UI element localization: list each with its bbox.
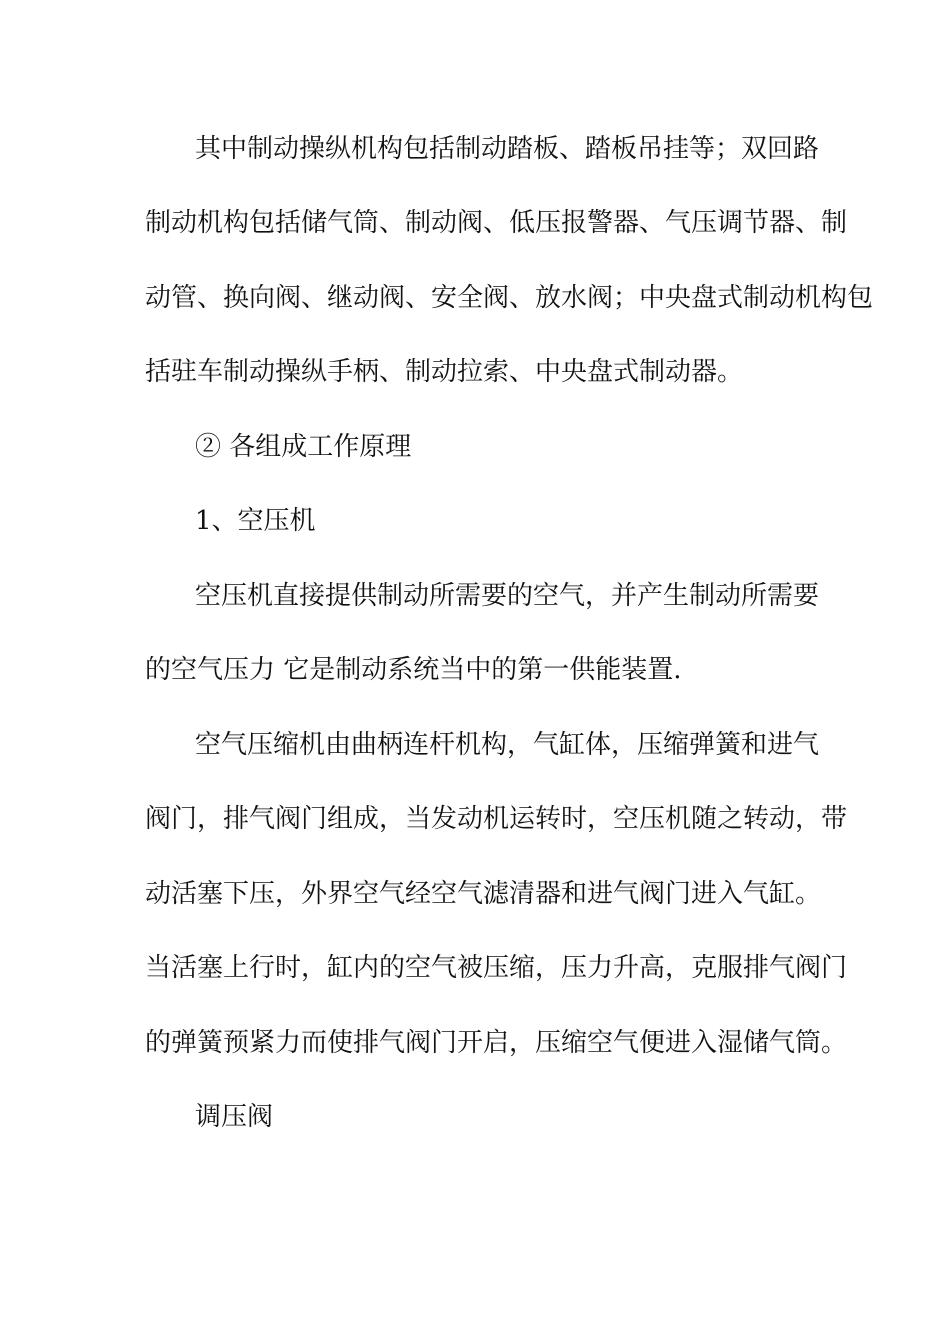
subsection-heading: 调压阀 — [195, 1102, 274, 1132]
paragraph-line: 动活塞下压，外界空气经空气滤清器和进气阀门进入气缸。 — [145, 879, 822, 909]
paragraph-line: 空气压缩机由曲柄连杆机构，气缸体，压缩弹簧和进气 — [195, 730, 820, 760]
paragraph-line: 括驻车制动操纵手柄、制动拉索、中央盘式制动器。 — [145, 357, 744, 387]
paragraph-line: 动管、换向阀、继动阀、安全阀、放水阀；中央盘式制动机构包 — [145, 283, 874, 313]
paragraph-line: 的空气压力 它是制动系统当中的第一供能装置. — [145, 655, 682, 685]
paragraph-line: 空压机直接提供制动所需要的空气，并产生制动所需要 — [195, 581, 820, 611]
subsection-heading: 1、空压机 — [195, 506, 316, 536]
section-heading: ② 各组成工作原理 — [195, 432, 412, 462]
paragraph-line: 制动机构包括储气筒、制动阀、低压报警器、气压调节器、制 — [145, 208, 848, 238]
paragraph-line: 其中制动操纵机构包括制动踏板、踏板吊挂等；双回路 — [195, 134, 820, 164]
paragraph-line: 当活塞上行时，缸内的空气被压缩，压力升高，克服排气阀门 — [145, 953, 848, 983]
paragraph-line: 阀门，排气阀门组成，当发动机运转时，空压机随之转动，带 — [145, 804, 848, 834]
paragraph-line: 的弹簧预紧力而使排气阀门开启，压缩空气便进入湿储气筒。 — [145, 1028, 848, 1058]
